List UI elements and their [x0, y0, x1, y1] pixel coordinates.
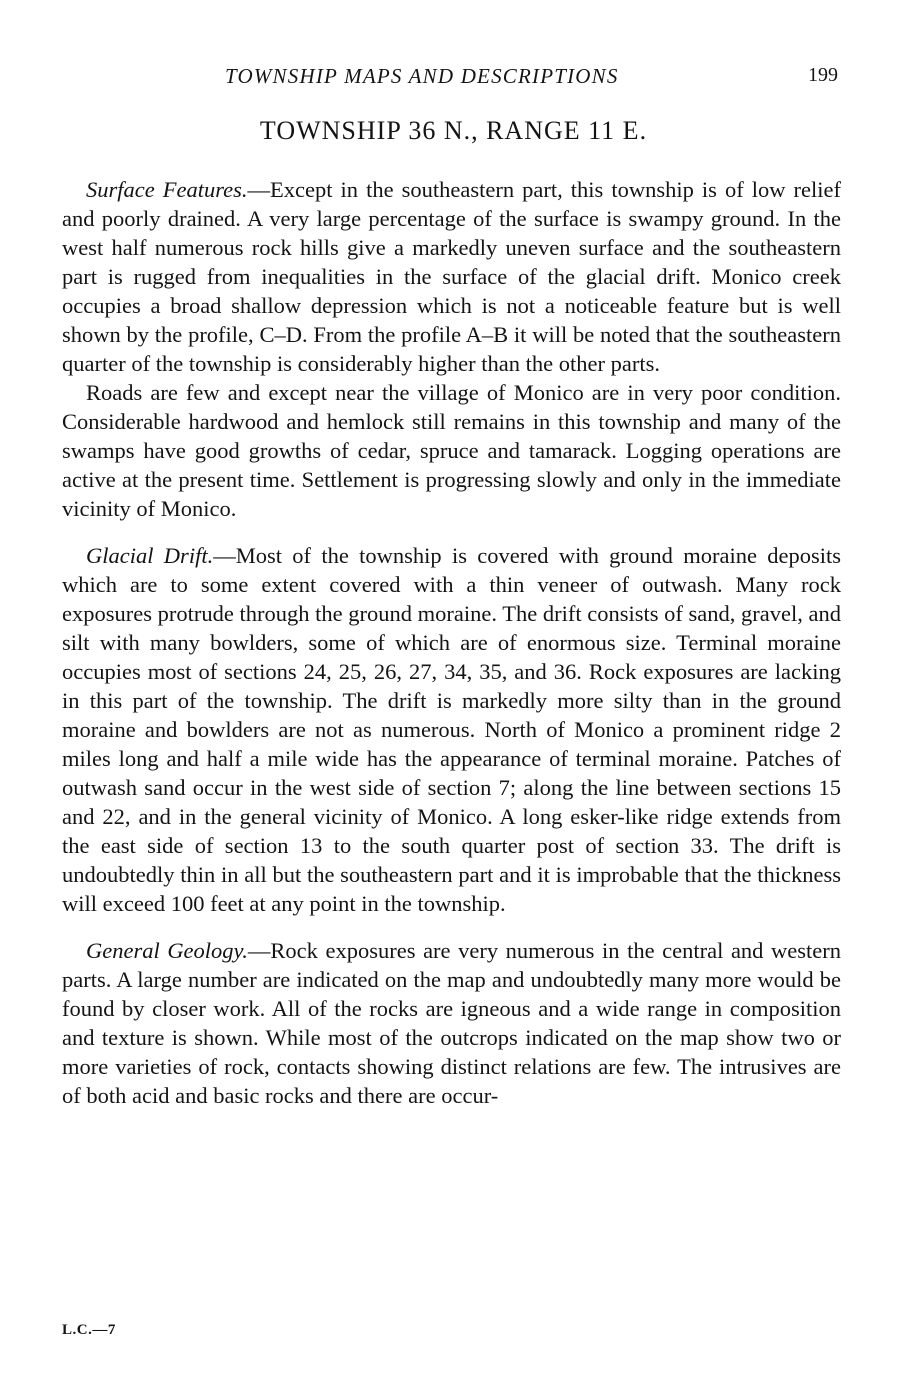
page-number: 199 [808, 64, 838, 86]
signature-mark: L.C.—7 [62, 1322, 116, 1338]
paragraph-surface-features [62, 175, 841, 378]
paragraph-roads [62, 378, 841, 523]
paragraph-text-glacial-drift: —Most of the township is covered with ground moraine deposits which are to some extent covered with a thin veneer of outwash. Many rock exposures protrude through the ground moraine. The drift consists of sand, gravel, and silt with many bowlders, some of which are of enormous size. Terminal moraine occupies most of sections 24, 25, 26, 27, 34, 35, and 36. Rock exposures are lacking in this part of the township. The drift is markedly more silty than in the ground moraine and bowlders are not as numerous. North of Monico a prominent ridge 2 miles long and half a mile wide has the appearance of terminal moraine. Patches of outwash sand occur in the west side of section 7; along the line between sections 15 and 22, and in the general vicinity of Monico. A long esker-like ridge extends from the east side of section 13 to the south quarter post of section 33. The drift is undoubtedly thin in all but the southeastern part and it is improbable that the thickness will exceed 100 feet at any point in the township. [62, 543, 841, 916]
running-title: TOWNSHIP MAPS AND DESCRIPTIONS [225, 64, 619, 88]
body-text [62, 175, 841, 1110]
paragraph-text-roads: Roads are few and except near the village of Monico are in very poor condition. Considerable hardwood and hemlock still remains in this township and many of the swamps have good growths of cedar, spruce and tamarack. Logging operations are active at the present time. Settlement is progressing slowly and only in the immediate vicinity of Monico. [62, 380, 841, 521]
section-title: TOWNSHIP 36 N., RANGE 11 E. [259, 116, 648, 145]
paragraph-text-general-geology: —Rock exposures are very numerous in the central and western parts. A large number are indicated on the map and undoubtedly many more would be found by closer work. All of the rocks are igneous and a wide range in composition and texture is shown. While most of the outcrops indicated on the map show two or more varieties of rock, contacts showing distinct relations are few. The intrusives are of both acid and basic rocks and there are occur- [62, 938, 841, 1108]
paragraph-lead-general-geology: General Geology. [86, 938, 248, 963]
paragraph-lead-surface-features: Surface Features. [86, 177, 248, 202]
paragraph-glacial-drift [62, 541, 841, 918]
paragraph-lead-glacial-drift: Glacial Drift. [86, 543, 214, 568]
paragraph-text-surface-features: —Except in the southeastern part, this township is of low relief and poorly drained. A very large percentage of the surface is swampy ground. In the west half numerous rock hills give a markedly uneven surface and the southeastern part is rugged from inequalities in the surface of the glacial drift. Monico creek occupies a broad shallow depression which is not a noticeable feature but is well shown by the profile, C–D. From the profile A–B it will be noted that the southeastern quarter of the township is considerably higher than the other parts. [62, 177, 841, 376]
paragraph-general-geology [62, 936, 841, 1110]
running-header [0, 64, 907, 90]
